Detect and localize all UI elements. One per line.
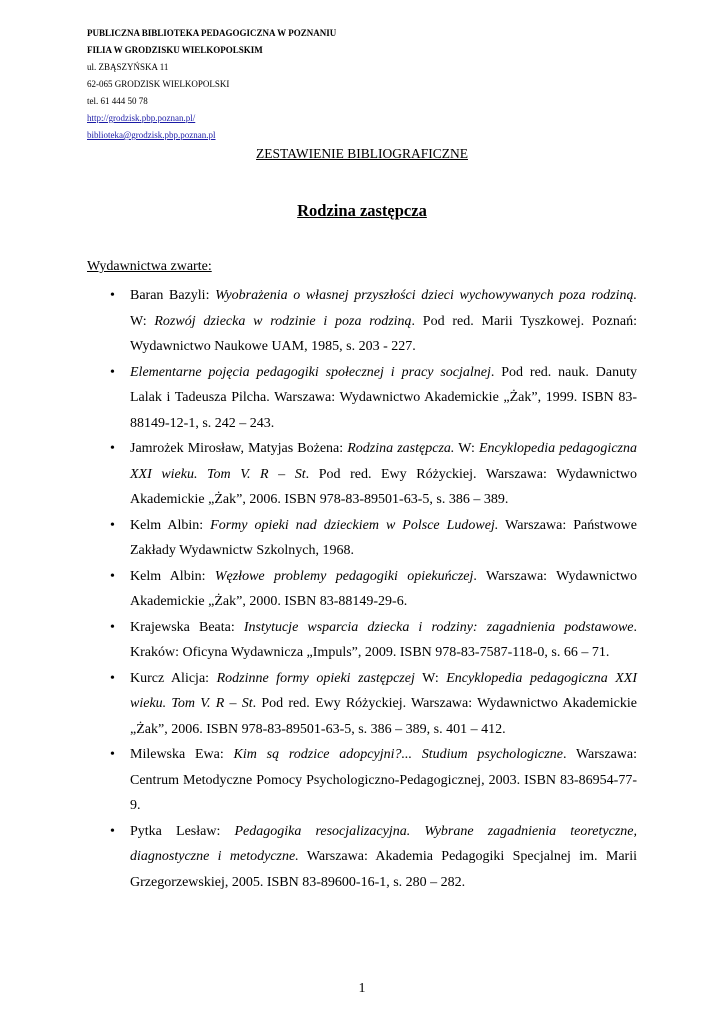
entry-title-text: Formy opieki nad dzieckiem w Polsce Ludowej. xyxy=(210,517,499,533)
postal-address: 62-065 GRODZISK WIELKOPOLSKI xyxy=(87,79,230,89)
entry-text: Milewska Ewa: xyxy=(130,747,234,762)
entry-title-text: Rodzina zastępcza. xyxy=(347,441,455,456)
entry-text: . Pod red. Marii Tyszkowej. Poznań: Wydawnictwo Naukowe UAM, 1985, s. 203 - 227. xyxy=(130,313,637,354)
website-link[interactable]: http://grodzisk.pbp.poznan.pl/ xyxy=(87,113,196,123)
entry-text: W: xyxy=(414,670,447,686)
bibliography-entry xyxy=(108,666,637,743)
entry-text: . Kraków: Oficyna Wydawnicza „Impuls”, 2009. ISBN 978-83-7587-118-0, s. 66 – 71. xyxy=(130,619,637,660)
entry-title-text: Instytucje wsparcia dziecka i rodziny: zagadnienia podstawowe xyxy=(243,619,634,635)
entry-text: . Pod red. Ewy Różyckiej. Warszawa: Wydawnictwo Akademickie „Żak”, 2006. ISBN 978-83-89501-63-5, s. 386 – 389. xyxy=(130,466,637,507)
library-name: PUBLICZNA BIBLIOTEKA PEDAGOGICZNA W POZNANIU xyxy=(87,28,337,38)
street-address: ul. ZBĄSZYŃSKA 11 xyxy=(87,62,169,72)
entry-title-text: Encyklopedia pedagogiczna XXI wieku. Tom V. R – St xyxy=(130,441,637,482)
page-title: Rodzina zastępcza xyxy=(297,201,427,220)
entry-text: Krajewska Beata: xyxy=(130,619,244,635)
branch-name: FILIA W GRODZISKU WIELKOPOLSKIM xyxy=(87,45,263,55)
entry-title-text: Kim są rodzice adopcyjni?... Studium psychologiczne xyxy=(233,747,563,762)
entry-title-text: Rodzinne formy opieki zastępczej xyxy=(216,670,415,686)
entry-text: Jamrożek Mirosław, Matyjas Bożena: xyxy=(130,441,348,456)
bibliography-entry xyxy=(108,283,637,360)
bibliography-entry xyxy=(108,564,637,615)
entry-text: W: xyxy=(454,441,479,456)
page-number: 1 xyxy=(358,981,366,996)
bibliography-entry xyxy=(108,615,637,666)
bibliography-entry xyxy=(108,819,637,896)
entry-text: . Pod red. nauk. Danuty Lalak i Tadeusza Pilcha. Warszawa: Wydawnictwo Akademickie „Żak”, 1999. ISBN 83-88149-12-1, s. 242 – 243. xyxy=(130,364,637,431)
bibliography-entry xyxy=(108,513,637,564)
entry-text: . Pod red. Ewy Różyckiej. Warszawa: Wydawnictwo Akademickie „Żak”, 2006. ISBN 978-83-89501-63-5, s. 386 – 389, s. 401 – 412. xyxy=(130,696,637,737)
entry-text: Kurcz Alicja: xyxy=(130,670,217,686)
entry-title-text: Wyobrażenia o własnej przyszłości dzieci wychowywanych poza rodziną. xyxy=(215,288,637,303)
entry-text: Warszawa: Akademia Pedagogiki Specjalnej im. Marii Grzegorzewskiej, 2005. ISBN 83-89600-16-1, s. 280 – 282. xyxy=(130,849,637,890)
entry-text: Baran Bazyli: xyxy=(130,288,216,303)
bibliography-entry xyxy=(108,742,637,819)
section-label: Wydawnictwa zwarte: xyxy=(87,259,212,274)
document-type-heading: ZESTAWIENIE BIBLIOGRAFICZNE xyxy=(256,146,468,161)
bibliography-entry xyxy=(108,360,637,437)
entry-text: Kelm Albin: xyxy=(130,517,211,533)
entry-title-text: Rozwój dziecka w rodzinie i poza rodziną xyxy=(154,313,412,329)
entry-text: Warszawa: Państwowe Zakłady Wydawnictw Szkolnych, 1968. xyxy=(130,517,638,558)
entry-text: . Warszawa: Centrum Metodyczne Pomocy Psychologiczno-Pedagogicznej, 2003. ISBN 83-86954-77-9. xyxy=(130,747,638,813)
entry-text: W: xyxy=(130,313,155,329)
entry-text: Pytka Lesław: xyxy=(130,823,235,839)
entry-text: . Warszawa: Wydawnictwo Akademickie „Żak”, 2000. ISBN 83-88149-29-6. xyxy=(130,568,637,609)
library-header xyxy=(87,25,336,144)
email-link[interactable]: biblioteka@grodzisk.pbp.poznan.pl xyxy=(87,130,216,140)
entry-title-text: Encyklopedia pedagogiczna XXI wieku. Tom V. R – St xyxy=(130,670,637,711)
bibliography-list xyxy=(108,283,637,895)
entry-title-text: Węzłowe problemy pedagogiki opiekuńczej xyxy=(214,568,474,584)
phone-number: tel. 61 444 50 78 xyxy=(87,96,148,106)
entry-title-text: Pedagogika resocjalizacyjna. Wybrane zagadnienia teoretyczne, diagnostyczne i metodyczne. xyxy=(130,823,637,864)
entry-title-text: Elementarne pojęcia pedagogiki społecznej i pracy socjalnej xyxy=(130,364,491,380)
entry-text: Kelm Albin: xyxy=(130,568,215,584)
bibliography-entry xyxy=(108,436,637,513)
